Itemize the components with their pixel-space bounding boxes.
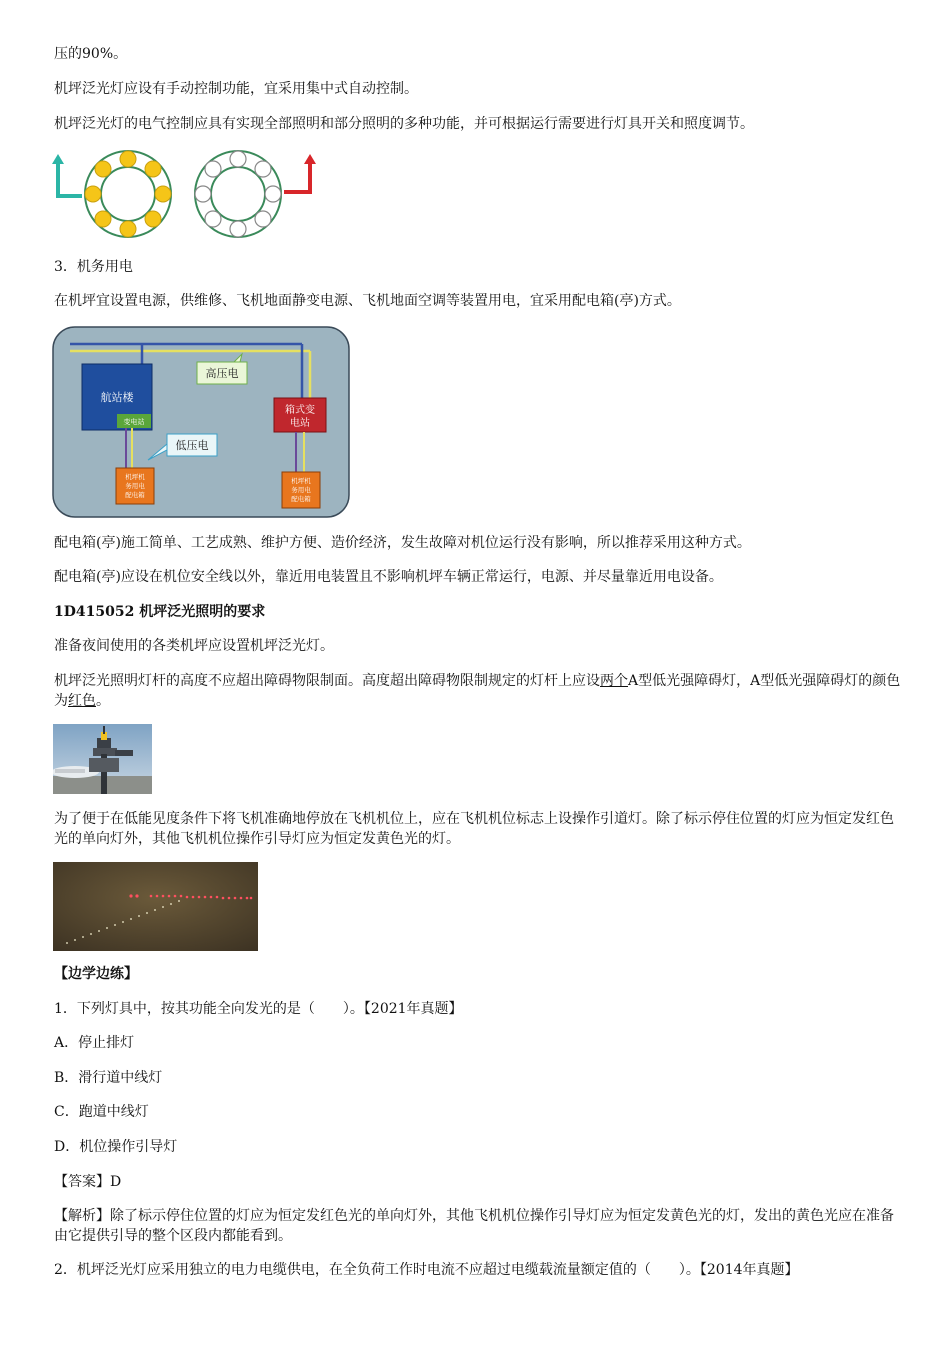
option-d: D．机位操作引导灯 [54, 1139, 178, 1155]
question-2: 2．机坪泛光灯应采用独立的电力电缆供电，在全负荷工作时电流不应超过电缆载流量额定值的（ ）。【2014年真题】 [54, 1262, 799, 1278]
underlined-term: 两个 [600, 673, 628, 689]
lamps-on [85, 151, 171, 237]
floodlight-pole-photo [53, 724, 152, 794]
low-voltage-label: 低压电 [175, 439, 209, 452]
section-title: 3．机务用电 [54, 259, 133, 275]
text-paragraph [54, 671, 904, 711]
answer: 【答案】D [54, 1174, 122, 1190]
lamps-off [195, 151, 281, 237]
guidance-lights-photo [53, 862, 258, 951]
dist-box-right-label: 机坪机 [291, 477, 311, 485]
text-line: 机坪泛光灯应设有手动控制功能，宜采用集中式自动控制。 [54, 81, 418, 97]
dist-box-left-label: 配电箱 [125, 491, 145, 499]
practice-heading: 【边学边练】 [54, 966, 138, 982]
lamp-switching-figure [52, 146, 322, 244]
text-span: 机坪泛光照明灯杆的高度不应超出障碍物限制面。高度超出障碍物限制规定的灯杆上应设 [54, 673, 600, 689]
text-line: 机坪泛光灯的电气控制应具有实现全部照明和部分照明的多种功能，并可根据运行需要进行灯具开关和照度调节。 [54, 116, 754, 132]
high-voltage-label: 高压电 [205, 367, 239, 380]
text-line: 在机坪宜设置电源，供维修、飞机地面静变电源、飞机地面空调等装置用电，宜采用配电箱(亭)方式。 [54, 293, 681, 309]
text-paragraph: 为了便于在低能见度条件下将飞机准确地停放在飞机机位上，应在飞机机位标志上设操作引道灯。除了标示停住位置的灯应为恒定发红色光的单向灯外，其他飞机机位操作引导灯应为恒定发黄色光的灯。 [54, 811, 894, 847]
text-line: 准备夜间使用的各类机坪应设置机坪泛光灯。 [54, 638, 334, 654]
analysis: 【解析】除了标示停住位置的灯应为恒定发红色光的单向灯外，其他飞机机位操作引导灯应为恒定发黄色光的灯，发出的黄色光应在准备由它提供引导的整个区段内都能看到。 [54, 1208, 894, 1244]
underlined-term: 红色 [68, 693, 96, 709]
option-c: C．跑道中线灯 [54, 1104, 149, 1120]
arrow-left-icon [58, 160, 82, 196]
question-1: 1．下列灯具中，按其功能全向发光的是（ ）。【2021年真题】 [54, 1001, 463, 1017]
text-span: 。 [96, 693, 110, 709]
terminal-label: 航站楼 [100, 391, 134, 404]
text-span: A型低光强障碍灯，A型低光强障碍灯的颜色为 [54, 673, 901, 709]
arrow-right-head-icon [304, 154, 316, 164]
option-b: B．滑行道中线灯 [54, 1070, 163, 1086]
text-line: 配电箱(亭)施工简单、工艺成熟、维护方便、造价经济，发生故障对机位运行没有影响，所以推荐采用这种方式。 [54, 535, 751, 551]
arrow-right-icon [284, 160, 310, 192]
box-substation-label: 箱式变 [285, 405, 315, 416]
text-line: 压的90%。 [54, 46, 128, 62]
power-distribution-diagram [52, 326, 352, 520]
dist-box-left-label: 务用电 [125, 482, 145, 490]
text-line: 配电箱(亭)应设在机位安全线以外，靠近用电装置且不影响机坪车辆正常运行，电源、并尽量靠近用电设备。 [54, 569, 723, 585]
dist-box-right-label: 配电箱 [291, 495, 311, 503]
option-a: A．停止排灯 [54, 1035, 135, 1051]
dist-box-right-label: 务用电 [291, 486, 311, 494]
arrow-left-head-icon [52, 154, 64, 164]
box-substation-label: 电站 [290, 418, 310, 429]
dist-box-left-label: 机坪机 [125, 473, 145, 481]
section-heading: 1D415052 机坪泛光照明的要求 [54, 604, 266, 620]
substation-small-label: 变电站 [123, 418, 145, 426]
